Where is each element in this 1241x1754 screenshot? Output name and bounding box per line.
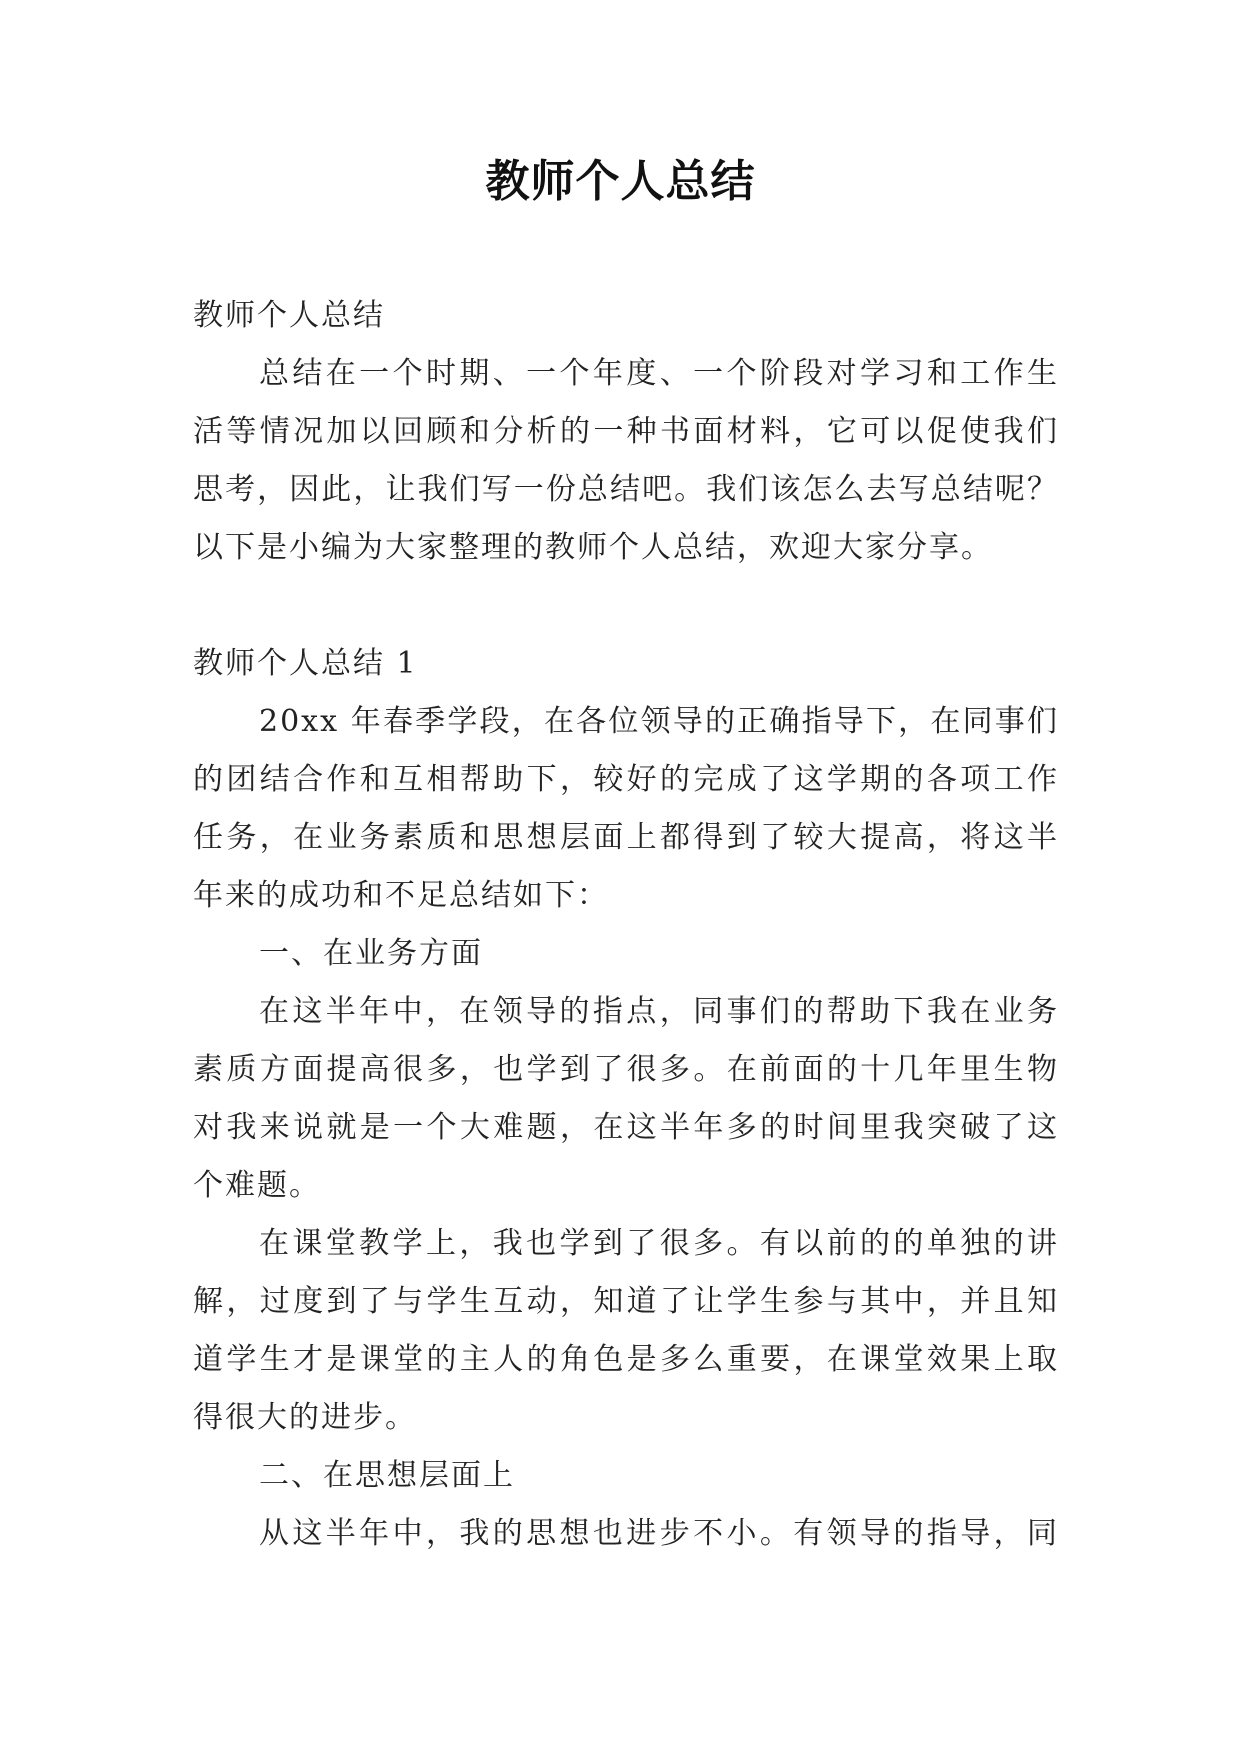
paragraph-line: 年来的成功和不足总结如下： xyxy=(193,878,609,913)
paragraph-line: 个难题。 xyxy=(193,1168,321,1203)
paragraph-line: 对我来说就是一个大难题，在这半年多的时间里我突破了这 xyxy=(193,1110,1059,1145)
intro-line: 以下是小编为大家整理的教师个人总结，欢迎大家分享。 xyxy=(193,530,993,565)
document-title: 教师个人总结 xyxy=(485,156,756,207)
section-heading: 教师个人总结 xyxy=(193,298,385,333)
subheading: 一、在业务方面 xyxy=(259,936,483,971)
intro-line: 总结在一个时期、一个年度、一个阶段对学习和工作生 xyxy=(259,356,1059,391)
paragraph-line: 20xx 年春季学段，在各位领导的正确指导下，在同事们 xyxy=(259,704,1059,739)
intro-line: 活等情况加以回顾和分析的一种书面材料，它可以促使我们 xyxy=(193,414,1059,449)
section-heading: 教师个人总结 1 xyxy=(193,646,418,681)
subheading: 二、在思想层面上 xyxy=(259,1458,515,1493)
paragraph-line: 道学生才是课堂的主人的角色是多么重要，在课堂效果上取 xyxy=(193,1342,1059,1377)
paragraph-line: 在课堂教学上，我也学到了很多。有以前的的单独的讲 xyxy=(259,1226,1059,1261)
paragraph-line: 从这半年中，我的思想也进步不小。有领导的指导，同 xyxy=(259,1516,1059,1551)
paragraph-line: 任务，在业务素质和思想层面上都得到了较大提高，将这半 xyxy=(193,820,1059,855)
intro-line: 思考，因此，让我们写一份总结吧。我们该怎么去写总结呢？ xyxy=(193,472,1059,507)
paragraph-line: 在这半年中，在领导的指点，同事们的帮助下我在业务 xyxy=(259,994,1059,1029)
spacer xyxy=(193,577,1059,635)
paragraph-line: 解，过度到了与学生互动，知道了让学生参与其中，并且知 xyxy=(193,1284,1059,1319)
paragraph-line: 得很大的进步。 xyxy=(193,1400,417,1435)
document-body xyxy=(193,287,1059,1563)
paragraph-line: 素质方面提高很多，也学到了很多。在前面的十几年里生物 xyxy=(193,1052,1059,1087)
paragraph-line: 的团结合作和互相帮助下，较好的完成了这学期的各项工作 xyxy=(193,762,1059,797)
